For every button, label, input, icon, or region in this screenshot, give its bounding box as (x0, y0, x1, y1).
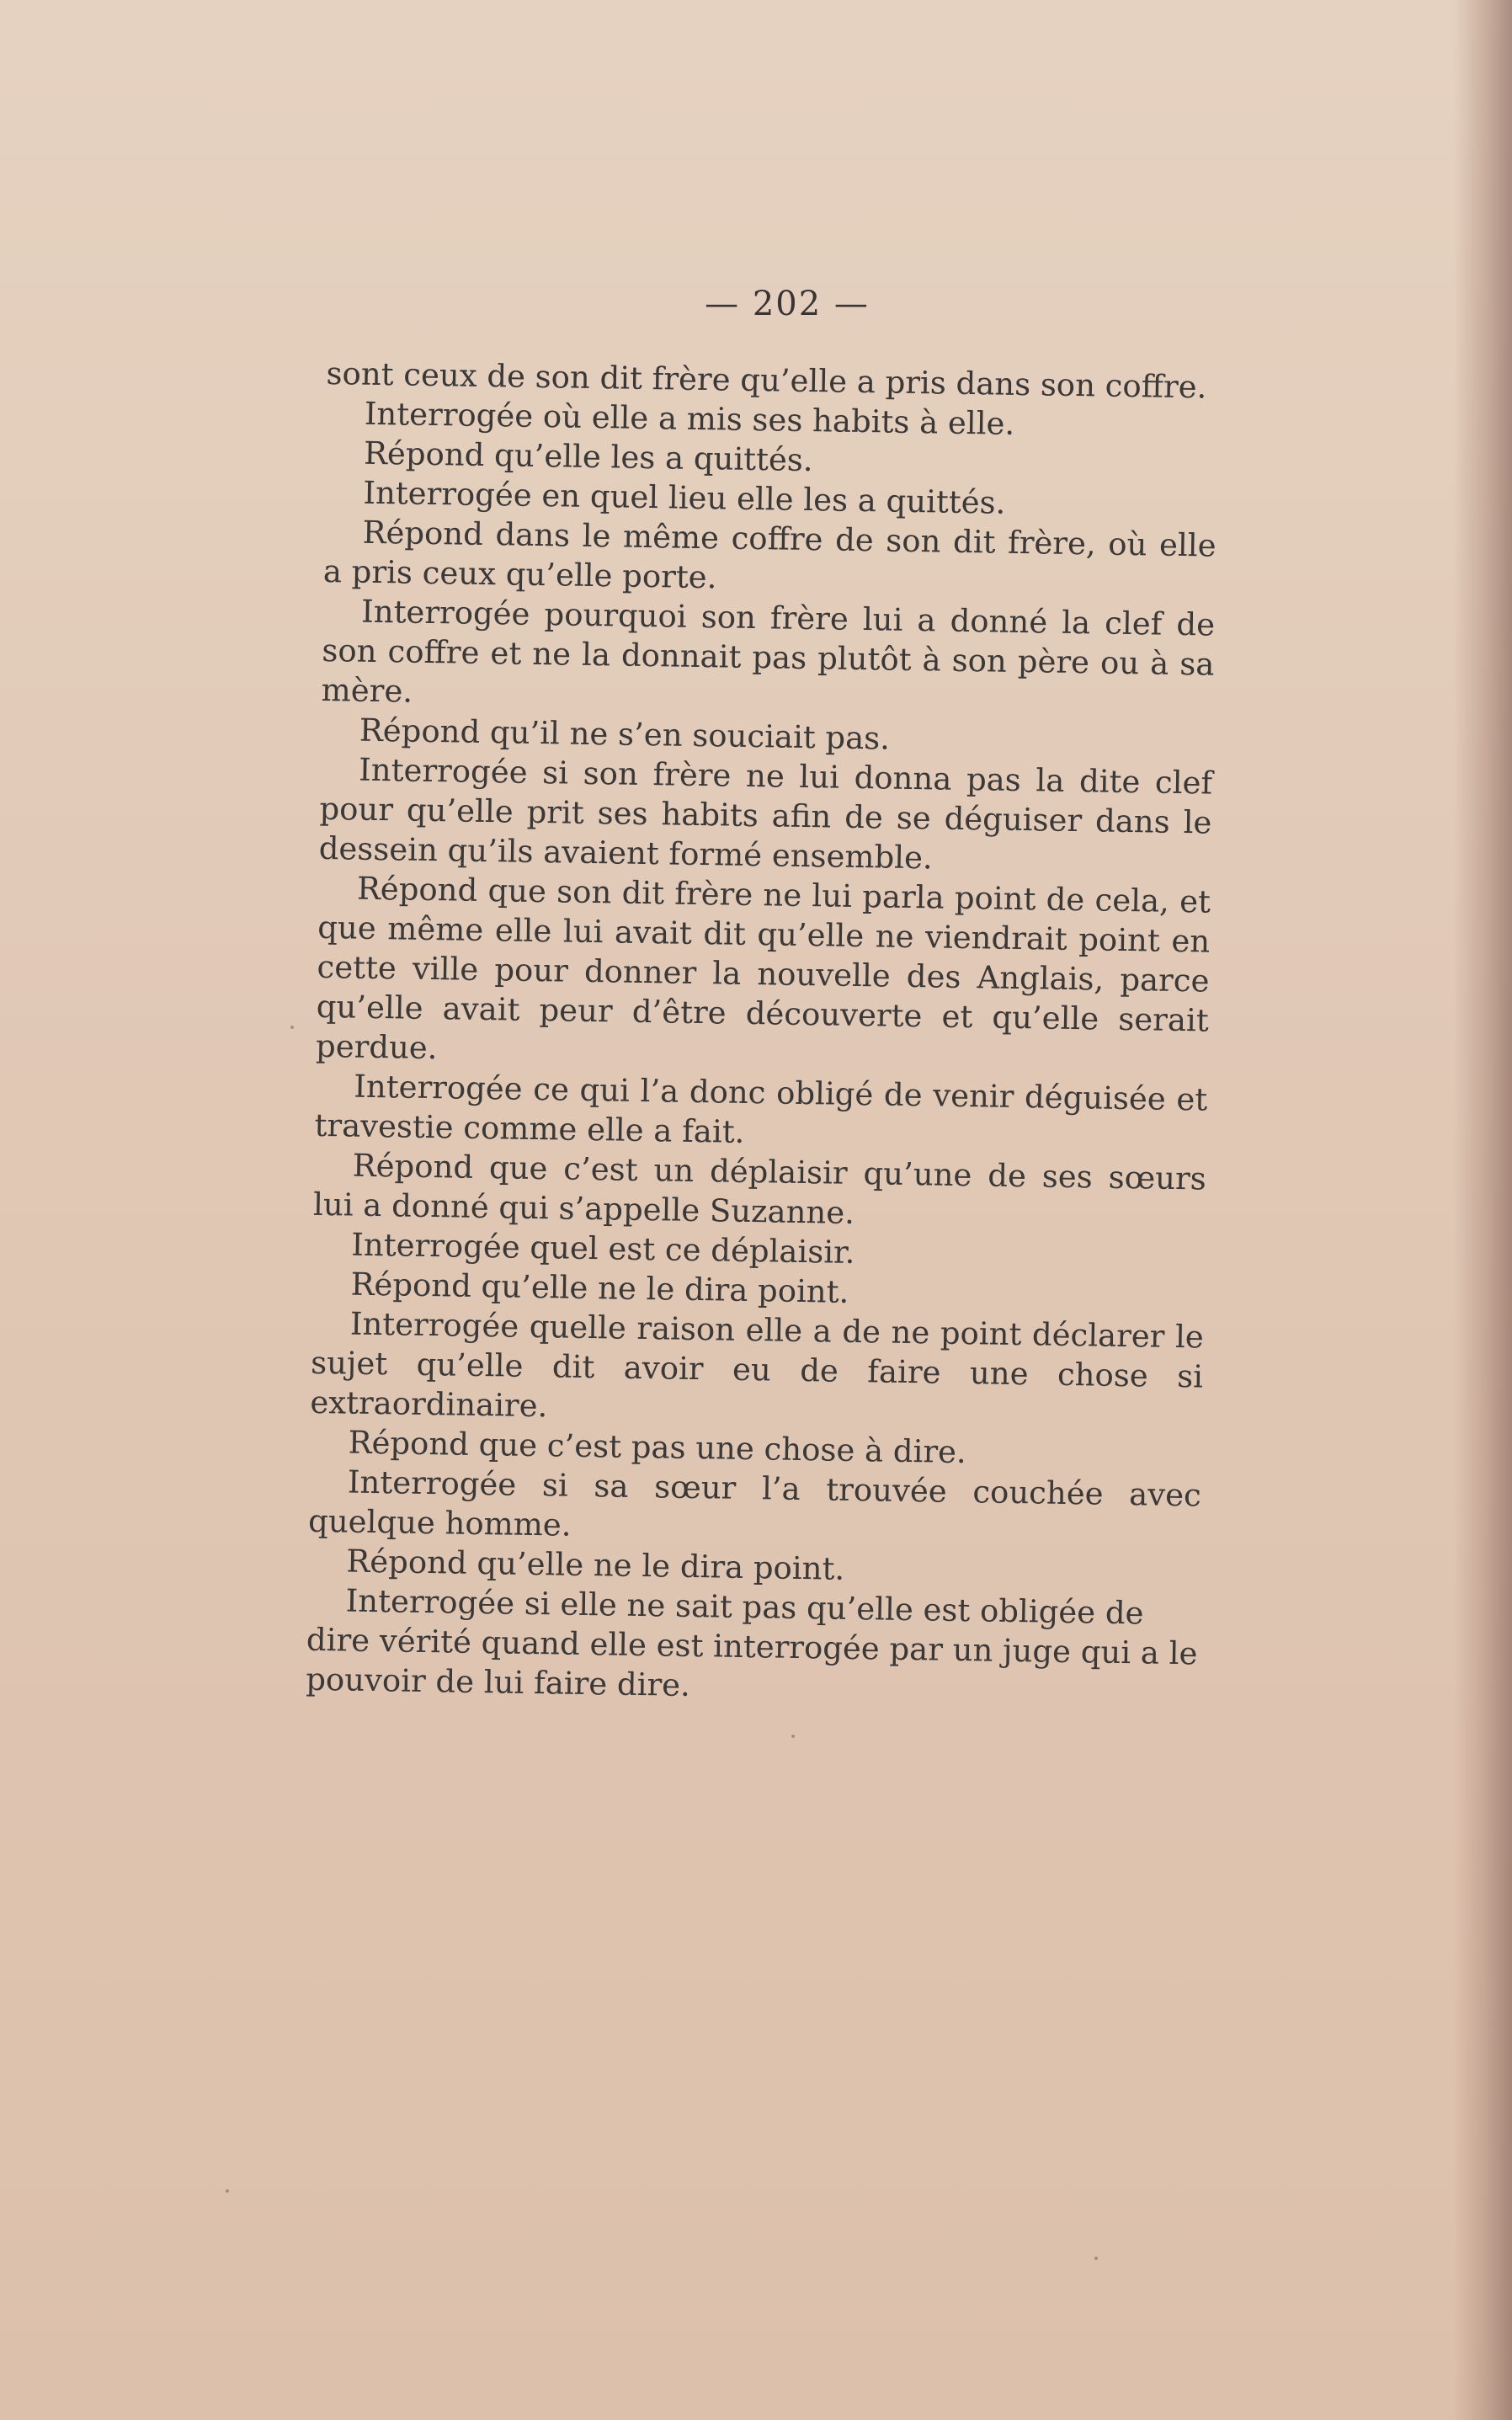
paragraph: Interrogée pourquoi son frère lui a donné la clef de son coffre et ne la donnait pas plutôt à son père ou à sa mère. (321, 593, 1216, 710)
paragraph: Interrogée ce qui l’a donc obligé de venir déguisée et travestie comme elle a fait. (314, 1068, 1208, 1150)
paragraph: Répond qu’elle ne le dira point. (350, 1266, 849, 1310)
paper-speck (1094, 2257, 1098, 2260)
paragraph: Interrogée si son frère ne lui donna pas la dite clef pour qu’elle prit ses habits afin de se déguiser dans le dessein qu’ils avaient formé ensemble. (318, 751, 1213, 877)
paragraph: Interrogée en quel lieu elle les a quittés. (363, 474, 1006, 521)
paragraph: Répond que son dit frère ne lui parla point de cela, et que même elle lui avait dit qu’elle ne viendrait point en cette ville pour donner la nouvelle des Anglais, parce qu’elle avait peur d’être découverte et qu’elle serait perdue. (315, 870, 1211, 1067)
paper-speck (791, 1735, 795, 1738)
paragraph: Répond que c’est un déplaisir qu’une de ses sœurs lui a donné qui s’appelle Suzanne. (312, 1147, 1207, 1231)
paragraph: Répond que c’est pas une chose à dire. (348, 1424, 967, 1471)
paragraph: sont ceux de son dit frère qu’elle a pris dans son coffre. (326, 354, 1207, 406)
paragraph: Répond qu’elle les a quittés. (363, 434, 813, 479)
body-text (306, 354, 1219, 1713)
paper-speck (226, 2189, 229, 2193)
page-gutter-shadow (1453, 0, 1512, 2420)
paragraph: Interrogée quel est ce déplaisir. (351, 1226, 855, 1271)
paragraph: Interrogée si sa sœur l’a trouvée couchée avec quelque homme. (307, 1463, 1202, 1543)
paragraph: Interrogée où elle a mis ses habits à elle. (364, 395, 1015, 442)
paper-speck (290, 1026, 294, 1029)
paragraph: Interrogée si elle ne sait pas qu’elle est obligée de dire vérité quand elle est interrogée par un juge qui a le pouvoir de lui faire dire. (305, 1582, 1198, 1703)
paragraph: Répond qu’il ne s’en souciait pas. (359, 712, 891, 757)
paragraph: Interrogée quelle raison elle a de ne point déclarer le sujet qu’elle dit avoir eu de faire une chose si extraordinaire. (310, 1305, 1205, 1425)
page-number: — 202 — (705, 285, 870, 323)
paragraph: Répond qu’elle ne le dira point. (346, 1543, 845, 1587)
paragraph: Répond dans le même coffre de son dit frère, où elle a pris ceux qu’elle porte. (322, 514, 1217, 596)
